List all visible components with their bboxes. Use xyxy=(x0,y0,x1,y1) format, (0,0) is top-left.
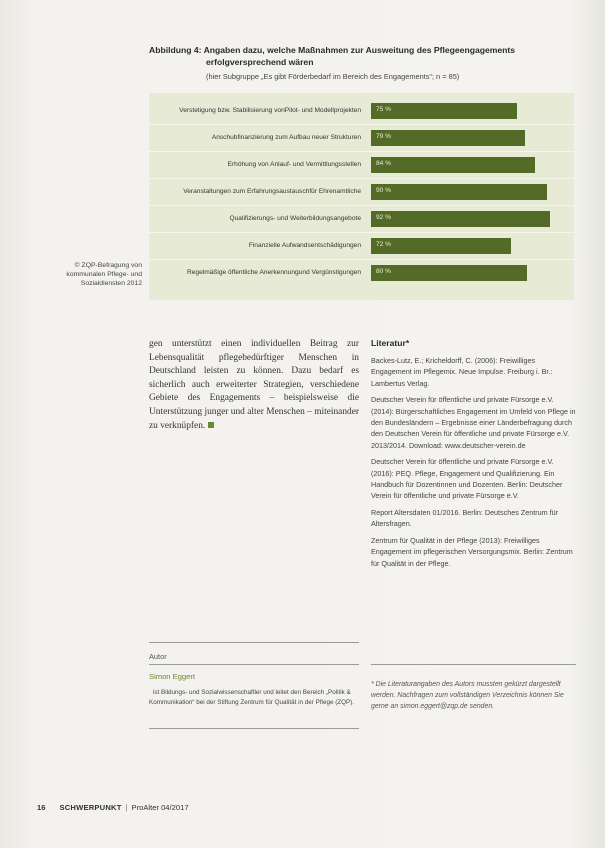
bar xyxy=(371,103,517,119)
figure-title xyxy=(149,44,549,68)
category-label: Finanzielle Aufwandsentschädigungen xyxy=(248,241,361,249)
bar xyxy=(371,265,527,281)
figure-title-line1: Abbildung 4: Angaben dazu, welche Maßnahmen zur Ausweitung des Pflegeengagements xyxy=(149,45,516,55)
row-separator xyxy=(149,232,574,233)
bar-value-label: 92 % xyxy=(376,213,392,221)
category-label: Verstetigung bzw. Stabilisierung von Pilot- und Modellprojekten xyxy=(179,106,361,114)
figure-title-line2: erfolgversprechend wären xyxy=(206,57,314,67)
row-separator xyxy=(149,124,574,125)
bar xyxy=(371,157,535,173)
bar xyxy=(371,238,511,254)
chart-row xyxy=(149,261,574,285)
literature-entry: Deutscher Verein für öffentliche und private Fürsorge e.V. (2014): Bürgerschaftliches Engagement im Umfeld von Pflege in den Bundesländern – Ergebnisse einer Länderbefragung durch den Deutschen Verein für öffentliche und private Fürsorge e.V. 2013/2014. Download: www.deutscher-verein.de xyxy=(371,395,576,450)
footer-section: SCHWERPUNKT xyxy=(59,803,122,812)
category-label: Anschubfinanzierung zum Aufbau neuer Strukturen xyxy=(211,133,361,141)
bar-value-label: 84 % xyxy=(376,159,392,167)
bar-value-label: 80 % xyxy=(376,267,392,275)
literature-entry: Deutscher Verein für öffentliche und private Fürsorge e.V. (2016): PEQ. Pflege, Engagement und Qualifizierung. Ein Handbuch für Dozentinnen und Dozenten. Berlin: Deutscher Verein für öffentliche und private Fürsorge e.V. xyxy=(371,457,563,501)
bar-value-label: 79 % xyxy=(376,132,392,140)
row-separator xyxy=(149,151,574,152)
author-name: Simon Eggert xyxy=(149,672,196,681)
end-of-article-square-icon xyxy=(208,422,214,428)
chart-row xyxy=(149,153,574,177)
chart-row xyxy=(149,234,574,258)
footnote-divider xyxy=(371,664,576,665)
figure-subtitle: (hier Subgruppe „Es gibt Förderbedarf im Bereich des Engagements“; n = 85) xyxy=(206,72,460,81)
author-divider xyxy=(149,664,359,665)
body-text: gen unterstützt einen individuellen Beitrag zur Lebensqualität pflegebedürftiger Menschen in Deutschland leisten zu können. Dazu bedarf es sicherlich auch erweiterter Strategien, verschiedene Gebiete des Engagements – beispielsweise die Unterstützung junger und alter Menschen – miteinander zu verknüpfen. xyxy=(149,339,359,431)
bar xyxy=(371,184,547,200)
footer-publication: ProAlter 04/2017 xyxy=(131,803,189,812)
footer-separator: | xyxy=(125,803,128,812)
bar-chart xyxy=(149,93,574,300)
chart-row xyxy=(149,207,574,231)
literature-heading: Literatur* xyxy=(371,338,410,348)
page-number: 16 xyxy=(37,803,46,812)
literature-entry: Zentrum für Qualität in der Pflege (2013): Freiwilliges Engagement im pflegerischen Versorgungsmix. Berlin: Zentrum für Qualität in der Pflege. xyxy=(371,535,573,568)
chart-row xyxy=(149,180,574,204)
author-bio: ist Bildungs- und Sozialwissenschaftler und leitet den Bereich „Politik & Kommunikation“ bei der Stiftung Zentrum für Qualität in der Pflege (ZQP). xyxy=(149,689,355,706)
chart-row xyxy=(149,99,574,123)
bar-value-label: 72 % xyxy=(376,240,392,248)
literature-footnote: * Die Literaturangaben des Autors mussten gekürzt dargestellt werden. Nachfragen zum vollständigen Verzeichnis können Sie gerne an simon.eggert@zqp.de senden. xyxy=(371,681,564,711)
bar xyxy=(371,211,550,227)
category-label: Veranstaltungen zum Erfahrungsaustausch für Ehrenamtliche xyxy=(183,187,361,195)
row-separator xyxy=(149,178,574,179)
figure-source: © ZQP-Befragung von kommunalen Pflege- und Sozialdiensten 2012 xyxy=(66,262,142,287)
author-divider-top xyxy=(149,642,359,643)
category-label: Erhöhung von Anlauf- und Vermittlungsstellen xyxy=(227,160,361,168)
literature-list xyxy=(371,355,576,574)
bar-value-label: 75 % xyxy=(376,105,392,113)
literature-entry: Backes-Lutz, E.; Kricheldorff, C. (2006): Freiwilliges Engagement im Pflegemix. Neue Impulse. Freiburg i. Br.: Lambertus Verlag. xyxy=(371,356,553,388)
page-footer xyxy=(37,803,189,812)
row-separator xyxy=(149,205,574,206)
chart-row xyxy=(149,126,574,150)
author-label: Autor xyxy=(149,652,167,661)
row-separator xyxy=(149,259,574,260)
category-label: Qualifizierungs- und Weiterbildungsangebote xyxy=(229,214,361,222)
author-divider-bottom xyxy=(149,728,359,729)
category-label: Regelmäßige öffentliche Anerkennung und Vergünstigungen xyxy=(186,268,361,276)
body-paragraph xyxy=(149,338,359,433)
bar xyxy=(371,130,525,146)
literature-entry: Report Altersdaten 01/2016. Berlin: Deutsches Zentrum für Altersfragen. xyxy=(371,507,558,529)
bar-value-label: 90 % xyxy=(376,186,392,194)
